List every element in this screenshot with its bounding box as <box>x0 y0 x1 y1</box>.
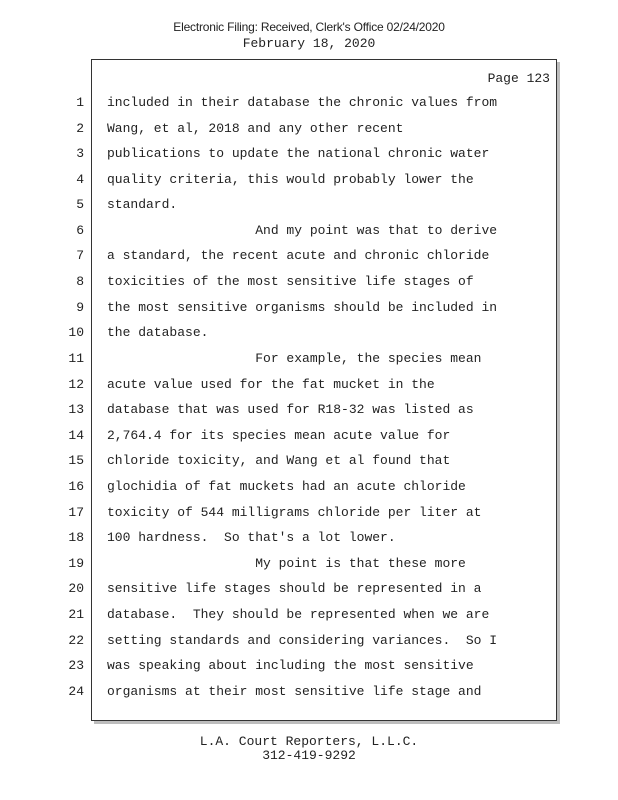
transcript-line: chloride toxicity, and Wang et al found that <box>107 453 451 468</box>
filing-stamp: Electronic Filing: Received, Clerk's Office 02/24/2020 <box>173 20 445 34</box>
line-number: 24 <box>68 684 84 699</box>
court-reporter-phone: 312-419-9292 <box>262 748 356 763</box>
line-number: 22 <box>68 633 84 648</box>
line-number: 15 <box>68 453 84 468</box>
line-number: 18 <box>68 530 84 545</box>
transcript-line: glochidia of fat muckets had an acute chloride <box>107 479 466 494</box>
transcript-line: publications to update the national chronic water <box>107 146 490 161</box>
transcript-line: 2,764.4 for its species mean acute value for <box>107 428 451 443</box>
transcript-line: For example, the species mean <box>107 351 482 366</box>
line-number: 11 <box>68 351 84 366</box>
transcript-line: quality criteria, this would probably lower the <box>107 172 474 187</box>
transcript-line: 100 hardness. So that's a lot lower. <box>107 530 396 545</box>
transcript-line: database that was used for R18-32 was listed as <box>107 402 474 417</box>
line-number: 1 <box>76 95 84 110</box>
transcript-line: the database. <box>107 325 209 340</box>
page-number: Page 123 <box>487 71 550 86</box>
line-number: 21 <box>68 607 84 622</box>
line-number: 9 <box>76 300 84 315</box>
line-number: 20 <box>68 581 84 596</box>
transcript-line: And my point was that to derive <box>107 223 498 238</box>
transcript-line: a standard, the recent acute and chronic chloride <box>107 248 490 263</box>
transcript-line: My point is that these more <box>107 556 466 571</box>
line-number: 3 <box>76 146 84 161</box>
line-number: 23 <box>68 658 84 673</box>
line-number: 13 <box>68 402 84 417</box>
line-number: 16 <box>68 479 84 494</box>
line-number: 19 <box>68 556 84 571</box>
transcript-line: setting standards and considering variances. So I <box>107 633 498 648</box>
transcript-line: was speaking about including the most sensitive <box>107 658 474 673</box>
transcript-line: Wang, et al, 2018 and any other recent <box>107 121 404 136</box>
line-number: 12 <box>68 377 84 392</box>
line-number: 7 <box>76 248 84 263</box>
transcript-line: organisms at their most sensitive life stage and <box>107 684 482 699</box>
transcript-line: included in their database the chronic values from <box>107 95 498 110</box>
line-number: 2 <box>76 121 84 136</box>
line-number: 10 <box>68 325 84 340</box>
transcript-line: toxicities of the most sensitive life stages of <box>107 274 474 289</box>
line-number: 4 <box>76 172 84 187</box>
court-reporter-name: L.A. Court Reporters, L.L.C. <box>199 734 419 749</box>
transcript-line: toxicity of 544 milligrams chloride per liter at <box>107 505 482 520</box>
hearing-date: February 18, 2020 <box>242 36 376 51</box>
transcript-line: database. They should be represented when we are <box>107 607 490 622</box>
line-number: 6 <box>76 223 84 238</box>
transcript-line: acute value used for the fat mucket in the <box>107 377 435 392</box>
line-number: 17 <box>68 505 84 520</box>
line-number: 8 <box>76 274 84 289</box>
transcript-line: standard. <box>107 197 178 212</box>
transcript-line: sensitive life stages should be represented in a <box>107 581 482 596</box>
transcript-line: the most sensitive organisms should be included in <box>107 300 498 315</box>
line-number: 14 <box>68 428 84 443</box>
line-number: 5 <box>76 197 84 212</box>
